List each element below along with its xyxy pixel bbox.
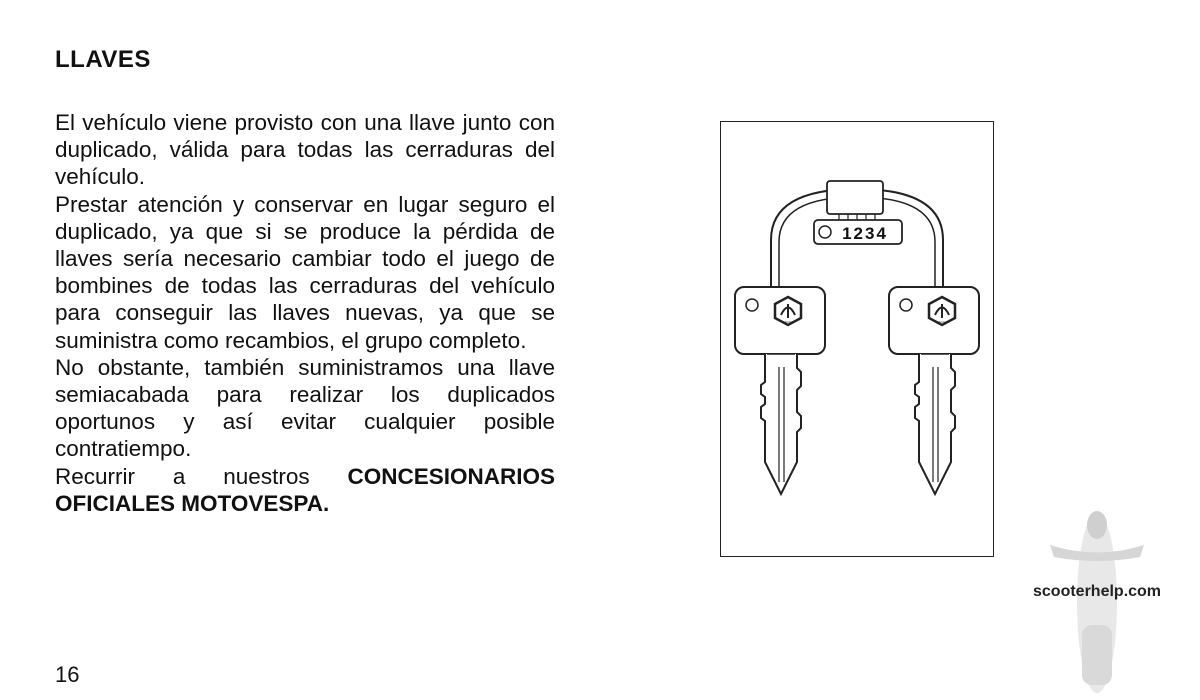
dealers-name: CONCESIONARIOS OFICIALES MOTOVESPA.	[55, 463, 555, 516]
tag-number: 1234	[842, 224, 888, 243]
ring-clasp	[827, 181, 883, 214]
body-text	[55, 109, 555, 517]
left-key-logo-text: PIAGGIO	[781, 320, 795, 324]
section-title: LLAVES	[55, 46, 151, 73]
paragraph-4	[55, 463, 555, 517]
right-key-logo-text: PIAGGIO	[935, 320, 949, 324]
paragraph-1: El vehículo viene provisto con una llave junto con duplicado, válida para todas las cerraduras del vehículo.	[55, 110, 555, 190]
paragraph-3: No obstante, también suministramos una llave semiacabada para realizar los duplicados oportunos y así evitar cualquier posible contratiempo.	[55, 354, 555, 462]
keys-drawing	[721, 122, 993, 556]
watermark-text: scooterhelp.com	[1033, 583, 1162, 600]
right-key	[889, 287, 979, 494]
page-number: 16	[55, 662, 80, 687]
keys-illustration	[720, 121, 994, 557]
scooter-watermark-icon	[1030, 505, 1200, 700]
paragraph-2: Prestar atención y conservar en lugar seguro el duplicado, ya que si se produce la pérdida de llaves sería necesario cambiar todo el juego de bombines de todas las cerraduras del vehículo para conseguir las llaves nuevas, ya que se suministra como recambios, el grupo completo.	[55, 191, 555, 353]
closing-text: Recurrir a nuestros	[55, 463, 348, 489]
left-key	[735, 287, 825, 494]
